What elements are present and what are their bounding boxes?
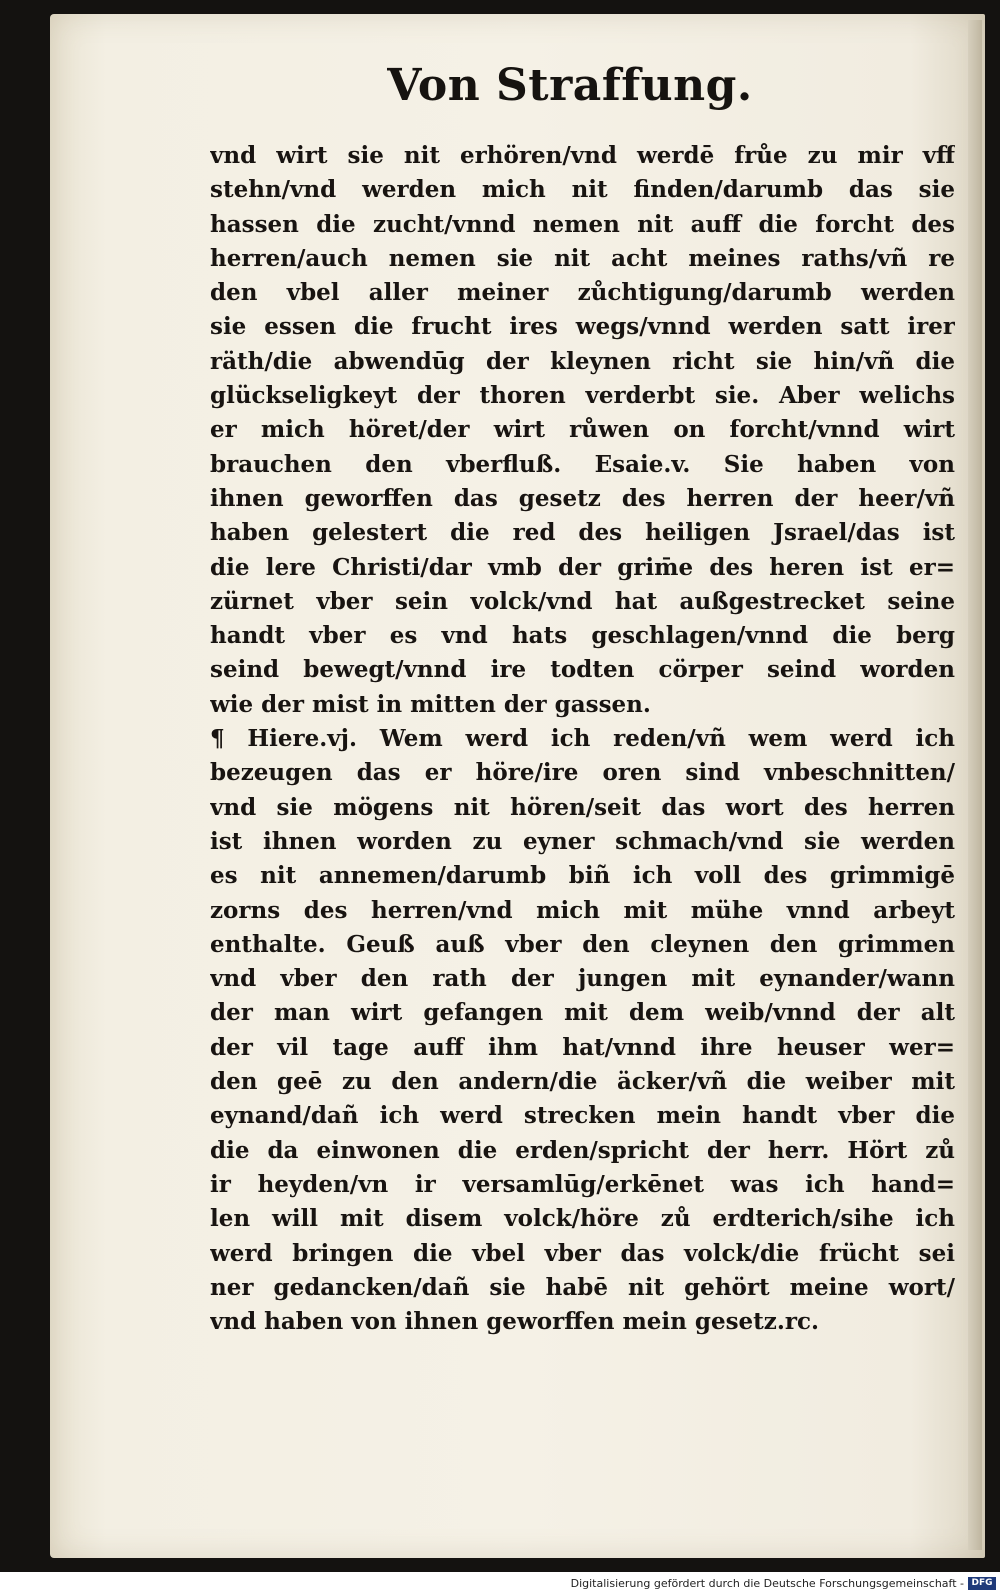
text-line: brauchen den vberfluß. Esaie.v. Sie haben von xyxy=(210,450,955,478)
text-line: seind bewegt/vnnd ire todten cörper seind worden xyxy=(210,656,955,684)
text-line: vnd haben von ihnen geworffen mein gesetz.rc. xyxy=(210,1308,819,1336)
page-header: Von Straffung. xyxy=(387,60,753,111)
text-line: ner gedancken/dañ sie habē nit gehört meine wort/ xyxy=(210,1273,955,1301)
body-text xyxy=(210,139,955,1339)
text-line: ihnen geworffen das gesetz des herren der heer/vñ xyxy=(210,484,955,512)
text-line: räth/die abwendūg der kleynen richt sie hin/vñ die xyxy=(210,347,955,375)
text-line: es nit annemen/darumb biñ ich voll des grimmigē xyxy=(210,862,955,890)
digitization-footer xyxy=(571,1574,996,1592)
text-line: vnd wirt sie nit erhören/vnd werdē frůe zu mir vff xyxy=(210,142,955,169)
text-line: die lere Christi/dar vmb der grim̄e des heren ist er= xyxy=(210,553,955,581)
text-line: glückseligkeyt der thoren verderbt sie. Aber welichs xyxy=(210,382,955,410)
text-line: der vil tage auff ihm hat/vnnd ihre heuser wer= xyxy=(210,1033,955,1061)
text-line: den geē zu den andern/die äcker/vñ die weiber mit xyxy=(210,1068,955,1096)
text-line: stehn/vnd werden mich nit finden/darumb das sie xyxy=(210,176,955,204)
text-line: ist ihnen worden zu eyner schmach/vnd sie werden xyxy=(210,827,955,855)
text-line: sie essen die frucht ires wegs/vnnd werden satt irer xyxy=(210,313,955,341)
text-line: enthalte. Geuß auß vber den cleynen den grimmen xyxy=(210,930,955,958)
text-line: bezeugen das er höre/ire oren sind vnbeschnitten/ xyxy=(210,759,955,787)
text-line: ir heyden/vn ir versamlūg/erkēnet was ich hand= xyxy=(210,1170,955,1198)
footer-credit: Digitalisierung gefördert durch die Deutsche Forschungsgemeinschaft - xyxy=(570,1576,964,1590)
text-line: ¶ Hiere.vj. Wem werd ich reden/vñ wem werd ich xyxy=(210,725,955,753)
text-line: zorns des herren/vnd mich mit mühe vnnd arbeyt xyxy=(210,896,955,924)
text-line: haben gelestert die red des heiligen Jsrael/das ist xyxy=(210,519,955,547)
text-line: die da einwonen die erden/spricht der herr. Hört zů xyxy=(210,1136,955,1164)
text-line: eynand/dañ ich werd strecken mein handt vber die xyxy=(210,1102,955,1130)
text-line: vnd sie mögens nit hören/seit das wort des herren xyxy=(210,793,955,821)
text-line: den vbel aller meiner zůchtigung/darumb werden xyxy=(210,279,955,307)
dfg-logo: DFG xyxy=(968,1577,996,1590)
text-line: herren/auch nemen sie nit acht meines raths/vñ re xyxy=(210,244,955,272)
text-line: er mich höret/der wirt růwen on forcht/vnnd wirt xyxy=(210,416,955,444)
text-line: werd bringen die vbel vber das volck/die frücht sei xyxy=(210,1239,955,1267)
text-line: handt vber es vnd hats geschlagen/vnnd die berg xyxy=(210,622,955,650)
page-edge xyxy=(968,20,982,1550)
text-line: len will mit disem volck/höre zů erdterich/sihe ich xyxy=(210,1205,955,1233)
text-line: vnd vber den rath der jungen mit eynander/wann xyxy=(210,965,955,993)
text-line: der man wirt gefangen mit dem weib/vnnd der alt xyxy=(210,999,955,1027)
text-line: wie der mist in mitten der gassen. xyxy=(210,690,651,718)
text-line: hassen die zucht/vnnd nemen nit auff die forcht des xyxy=(210,210,955,238)
text-line: zürnet vber sein volck/vnd hat außgestrecket seine xyxy=(210,587,955,615)
